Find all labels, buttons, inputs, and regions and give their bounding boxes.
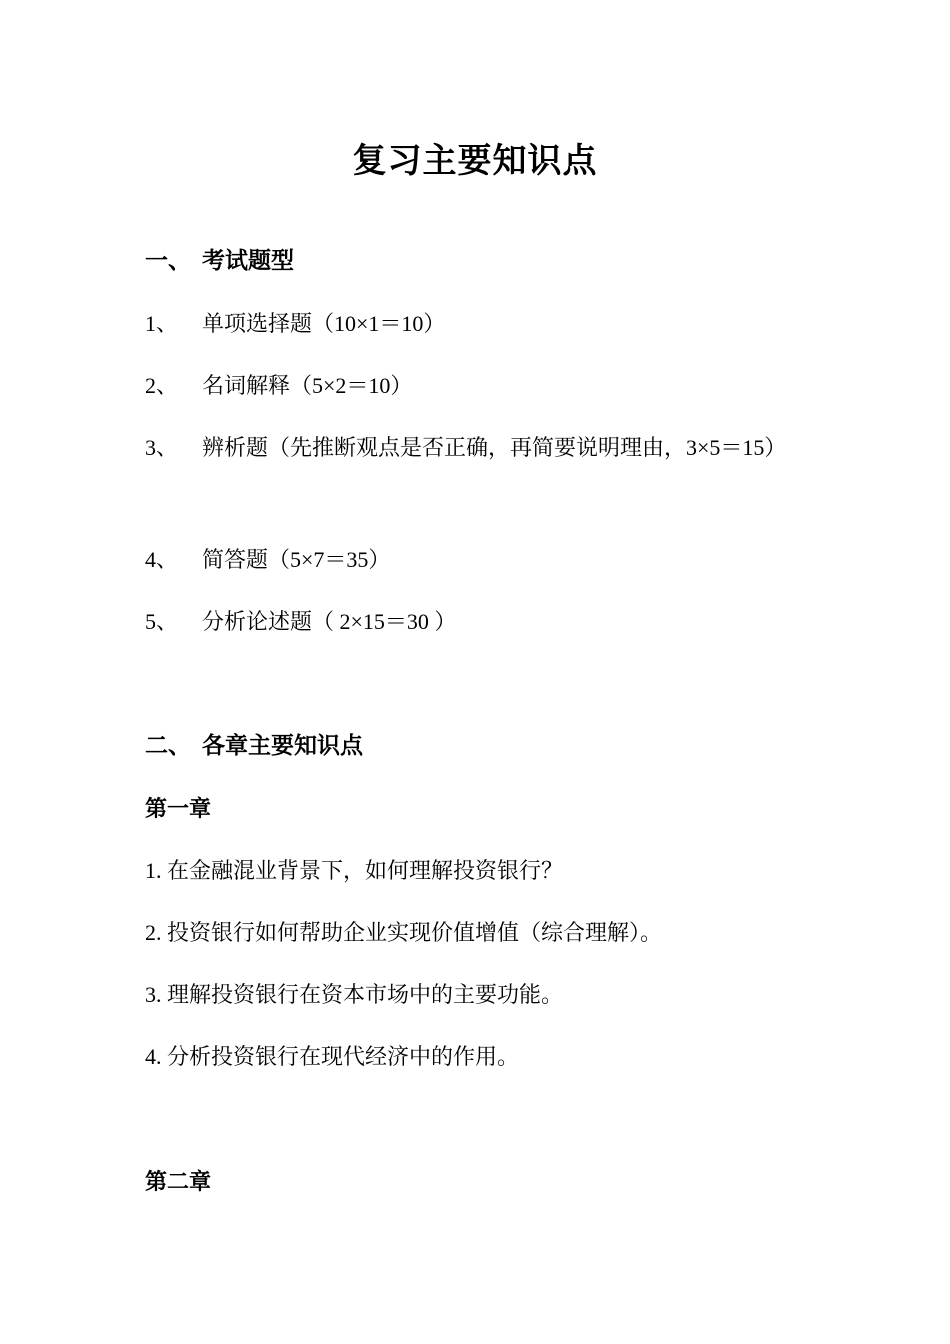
list-item-number: 4、 [145, 547, 179, 572]
section-heading-chapter-points [145, 731, 363, 761]
section-title: 各章主要知识点 [202, 733, 363, 758]
knowledge-point: 2. 投资银行如何帮助企业实现价值增值（综合理解）。 [145, 920, 663, 945]
list-item-text: 辨析题（先推断观点是否正确，再简要说明理由，3×5＝15） [202, 435, 787, 460]
knowledge-point: 3. 理解投资银行在资本市场中的主要功能。 [145, 982, 564, 1007]
list-item-number: 2、 [145, 373, 179, 398]
list-item-text: 单项选择题（10×1＝10） [202, 311, 446, 336]
chapter-label: 第二章 [145, 1169, 212, 1194]
list-item-text: 名词解释（5×2＝10） [202, 373, 413, 398]
list-item-text: 简答题（5×7＝35） [202, 547, 391, 572]
knowledge-point: 4. 分析投资银行在现代经济中的作用。 [145, 1044, 520, 1069]
section-number: 一、 [145, 248, 191, 273]
section-heading-exam-types [145, 246, 294, 276]
list-item-number: 3、 [145, 435, 179, 460]
document-title: 复习主要知识点 [352, 143, 598, 180]
list-item-number: 1、 [145, 311, 179, 336]
list-item-text: 分析论述题（ 2×15＝30 ） [202, 609, 457, 634]
section-number: 二、 [145, 733, 191, 758]
chapter-label: 第一章 [145, 796, 212, 821]
section-title: 考试题型 [202, 248, 294, 273]
knowledge-point: 1. 在金融混业背景下，如何理解投资银行？ [145, 858, 564, 883]
list-item-number: 5、 [145, 609, 179, 634]
